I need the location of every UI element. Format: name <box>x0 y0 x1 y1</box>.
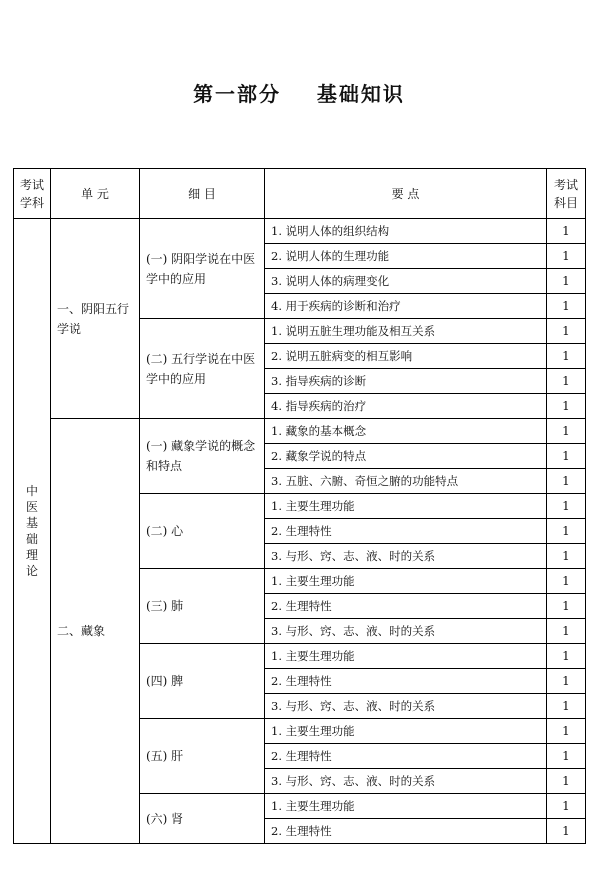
table-body <box>14 219 586 844</box>
detail-cell: (一) 藏象学说的概念和特点 <box>140 419 265 494</box>
point-cell: 4. 用于疾病的诊断和治疗 <box>265 294 547 319</box>
point-cell: 2. 生理特性 <box>265 519 547 544</box>
subject-cell <box>14 219 51 844</box>
count-cell: 1 <box>547 344 586 369</box>
count-cell: 1 <box>547 294 586 319</box>
count-cell: 1 <box>547 319 586 344</box>
point-cell: 2. 生理特性 <box>265 744 547 769</box>
count-cell: 1 <box>547 619 586 644</box>
detail-cell: (五) 肝 <box>140 719 265 794</box>
title-part: 第一部分 <box>193 82 282 106</box>
count-cell: 1 <box>547 719 586 744</box>
point-cell: 3. 与形、窍、志、液、时的关系 <box>265 544 547 569</box>
point-cell: 3. 指导疾病的诊断 <box>265 369 547 394</box>
detail-cell: (二) 五行学说在中医学中的应用 <box>140 319 265 419</box>
count-cell: 1 <box>547 794 586 819</box>
count-cell: 1 <box>547 819 586 844</box>
detail-cell: (一) 阴阳学说在中医学中的应用 <box>140 219 265 319</box>
point-cell: 1. 说明人体的组织结构 <box>265 219 547 244</box>
point-cell: 4. 指导疾病的治疗 <box>265 394 547 419</box>
title-name: 基础知识 <box>316 82 405 106</box>
point-cell: 2. 生理特性 <box>265 669 547 694</box>
point-cell: 1. 主要生理功能 <box>265 794 547 819</box>
table-header-row <box>14 169 586 219</box>
count-cell: 1 <box>547 369 586 394</box>
unit-cell: 二、藏象 <box>51 419 140 844</box>
header-point: 要 点 <box>265 169 547 219</box>
point-cell: 3. 说明人体的病理变化 <box>265 269 547 294</box>
point-cell: 1. 主要生理功能 <box>265 719 547 744</box>
point-cell: 3. 与形、窍、志、液、时的关系 <box>265 769 547 794</box>
detail-cell: (三) 肺 <box>140 569 265 644</box>
point-cell: 2. 生理特性 <box>265 594 547 619</box>
point-cell: 1. 主要生理功能 <box>265 644 547 669</box>
table-row <box>14 419 586 444</box>
count-cell: 1 <box>547 469 586 494</box>
point-cell: 2. 说明人体的生理功能 <box>265 244 547 269</box>
count-cell: 1 <box>547 444 586 469</box>
count-cell: 1 <box>547 694 586 719</box>
unit-cell: 一、阴阳五行学说 <box>51 219 140 419</box>
point-cell: 3. 与形、窍、志、液、时的关系 <box>265 694 547 719</box>
point-cell: 3. 与形、窍、志、液、时的关系 <box>265 619 547 644</box>
header-unit: 单 元 <box>51 169 140 219</box>
detail-cell: (二) 心 <box>140 494 265 569</box>
count-cell: 1 <box>547 419 586 444</box>
count-cell: 1 <box>547 644 586 669</box>
count-cell: 1 <box>547 594 586 619</box>
count-cell: 1 <box>547 519 586 544</box>
count-cell: 1 <box>547 219 586 244</box>
detail-cell: (六) 肾 <box>140 794 265 844</box>
point-cell: 2. 说明五脏病变的相互影响 <box>265 344 547 369</box>
count-cell: 1 <box>547 669 586 694</box>
subject-label: 中医基础理论 <box>25 484 38 578</box>
table-row <box>14 219 586 244</box>
point-cell: 1. 主要生理功能 <box>265 569 547 594</box>
header-detail: 细 目 <box>140 169 265 219</box>
point-cell: 1. 主要生理功能 <box>265 494 547 519</box>
count-cell: 1 <box>547 494 586 519</box>
count-cell: 1 <box>547 769 586 794</box>
exam-outline-table <box>13 168 586 844</box>
count-cell: 1 <box>547 394 586 419</box>
count-cell: 1 <box>547 544 586 569</box>
point-cell: 3. 五脏、六腑、奇恒之腑的功能特点 <box>265 469 547 494</box>
count-cell: 1 <box>547 569 586 594</box>
point-cell: 1. 藏象的基本概念 <box>265 419 547 444</box>
count-cell: 1 <box>547 244 586 269</box>
header-subject: 考试学科 <box>14 169 51 219</box>
point-cell: 2. 藏象学说的特点 <box>265 444 547 469</box>
count-cell: 1 <box>547 269 586 294</box>
page-title <box>0 78 598 107</box>
count-cell: 1 <box>547 744 586 769</box>
point-cell: 2. 生理特性 <box>265 819 547 844</box>
detail-cell: (四) 脾 <box>140 644 265 719</box>
header-count: 考试科目 <box>547 169 586 219</box>
point-cell: 1. 说明五脏生理功能及相互关系 <box>265 319 547 344</box>
